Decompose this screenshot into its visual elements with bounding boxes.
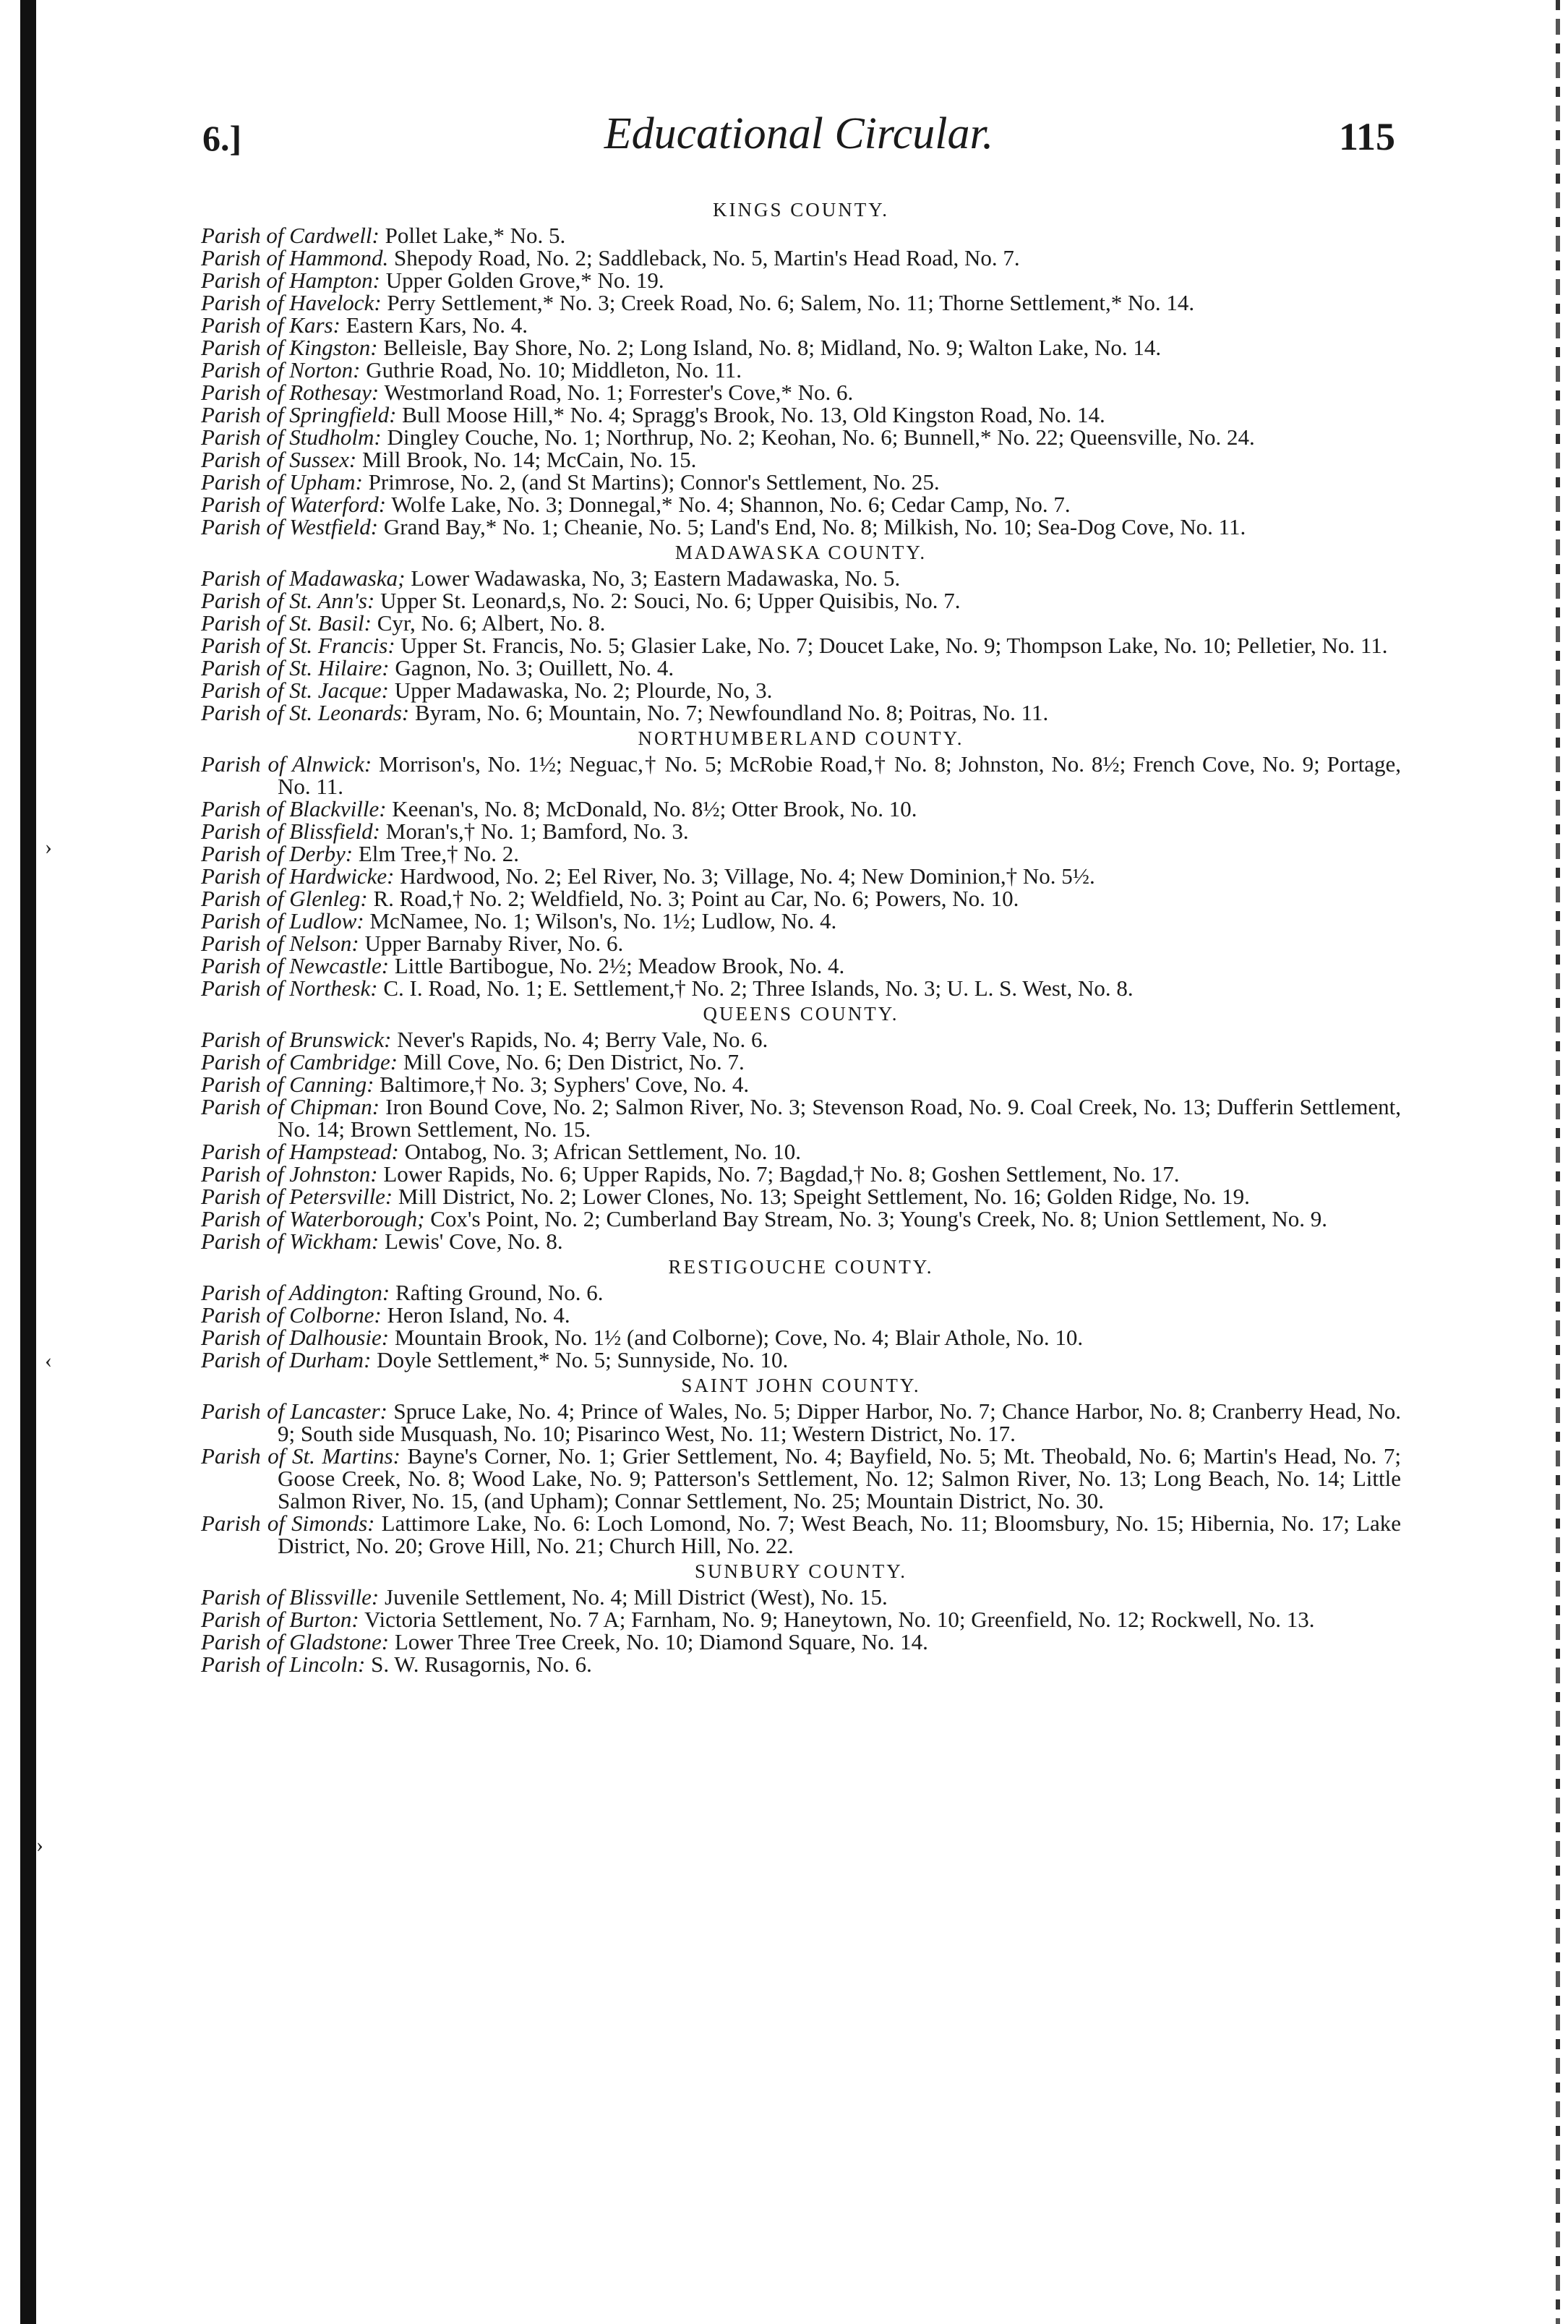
parish-entry: [201, 381, 1401, 403]
parish-name: Parish of Blissfield:: [201, 819, 380, 844]
school-districts: Spruce Lake, No. 4; Prince of Wales, No. 5; Dipper Harbor, No. 7; Chance Harbor, No. 8; Cranberry Head, No. 9; South side Musquash, No. 10; Pisarinco West, No. 11; Western District, No. 17.: [278, 1398, 1401, 1446]
parish-entry: [201, 1163, 1401, 1185]
parish-name: Parish of St. Jacque:: [201, 678, 390, 703]
parish-name: Parish of Upham:: [201, 469, 363, 495]
parish-name: Parish of Addington:: [201, 1280, 390, 1305]
parish-name: Parish of Cardwell:: [201, 223, 380, 248]
parish-name: Parish of Cambridge:: [201, 1049, 398, 1075]
parish-entry: [201, 842, 1401, 865]
parish-name: Parish of Madawaska;: [201, 565, 406, 591]
school-districts: Little Bartibogue, No. 2½; Meadow Brook, No. 4.: [394, 953, 845, 978]
school-districts: Iron Bound Cove, No. 2; Salmon River, No. 3; Stevenson Road, No. 9. Coal Creek, No. 13; Dufferin Settlement, No. 14; Brown Settlement, No. 15.: [278, 1094, 1401, 1142]
parish-name: Parish of Canning:: [201, 1072, 374, 1097]
parish-entry: [201, 1230, 1401, 1252]
county-heading: SUNBURY COUNTY.: [694, 1560, 908, 1582]
parish-entry: [201, 1349, 1401, 1371]
school-districts: Heron Island, No. 4.: [387, 1302, 570, 1328]
school-districts: Bayne's Corner, No. 1; Grier Settlement, No. 4; Bayfield, No. 5; Mt. Theobald, No. 6; Martin's Head, No. 7; Goose Creek, No. 8; Wood Lake, No. 9; Patterson's Settlement, No. 12; Salmon River, No. 13; Long Beach, No. 14; Little Salmon River, No. 15, (and Upham); Connar Settlement, No. 25; Mountain District, No. 30.: [278, 1443, 1401, 1513]
parish-entry: [201, 1586, 1401, 1608]
parish-name: Parish of St. Francis:: [201, 633, 395, 658]
school-districts: Lattimore Lake, No. 6: Loch Lomond, No. 7; West Beach, No. 11; Bloomsbury, No. 15; Hibernia, No. 17; Lake District, No. 20; Grove Hill, No. 21; Church Hill, No. 22.: [278, 1511, 1401, 1558]
parish-name: Parish of Northesk:: [201, 975, 378, 1001]
school-districts: Upper Golden Grove,* No. 19.: [385, 268, 664, 293]
parish-entry: [201, 634, 1401, 657]
parish-entry: [201, 820, 1401, 842]
school-districts: Pollet Lake,* No. 5.: [385, 223, 566, 248]
school-districts: Baltimore,† No. 3; Syphers' Cove, No. 4.: [380, 1072, 750, 1097]
school-districts: C. I. Road, No. 1; E. Settlement,† No. 2; Three Islands, No. 3; U. L. S. West, No. 8.: [383, 975, 1134, 1001]
parish-name: Parish of Havelock:: [201, 290, 382, 315]
school-districts: R. Road,† No. 2; Weldfield, No. 3; Point au Car, No. 6; Powers, No. 10.: [373, 886, 1019, 911]
parish-entry: [201, 224, 1401, 247]
parish-name: Parish of Colborne:: [201, 1302, 382, 1328]
county-heading: RESTIGOUCHE COUNTY.: [668, 1256, 934, 1278]
page-header: [202, 108, 1395, 174]
parish-entry: [201, 612, 1401, 634]
school-districts: Mill Cove, No. 6; Den District, No. 7.: [403, 1049, 745, 1075]
parish-name: Parish of Kingston:: [201, 335, 378, 360]
page-right-edge: [1556, 0, 1560, 2324]
page-number: 115: [1338, 115, 1395, 158]
school-districts: Perry Settlement,* No. 3; Creek Road, No. 6; Salem, No. 11; Thorne Settlement,* No. 14.: [387, 290, 1195, 315]
parish-name: Parish of Newcastle:: [201, 953, 390, 978]
parish-entry: [201, 247, 1401, 269]
county-heading: QUEENS COUNTY.: [703, 1003, 899, 1025]
school-districts: Mill District, No. 2; Lower Clones, No. 13; Speight Settlement, No. 16; Golden Ridge, No. 19.: [398, 1184, 1250, 1209]
school-districts: Upper Madawaska, No. 2; Plourde, No, 3.: [394, 678, 773, 703]
school-districts: Keenan's, No. 8; McDonald, No. 8½; Otter Brook, No. 10.: [392, 796, 917, 821]
school-districts: Grand Bay,* No. 1; Cheanie, No. 5; Land's End, No. 8; Milkish, No. 10; Sea-Dog Cove, No. 11.: [383, 514, 1246, 539]
school-districts: Wolfe Lake, No. 3; Donnegal,* No. 4; Shannon, No. 6; Cedar Camp, No. 7.: [391, 492, 1071, 517]
parish-name: Parish of St. Basil:: [201, 610, 372, 636]
parish-name: Parish of Lancaster:: [201, 1398, 387, 1424]
page-binding-edge: [20, 0, 36, 2324]
parish-name: Parish of Hammond.: [201, 245, 389, 270]
parish-name: Parish of Waterford:: [201, 492, 387, 517]
county-heading: MADAWASKA COUNTY.: [674, 542, 927, 563]
margin-mark: ›: [36, 1833, 43, 1857]
parish-entry: [201, 910, 1401, 932]
parish-name: Parish of St. Ann's:: [201, 588, 375, 613]
county-heading: NORTHUMBERLAND COUNTY.: [638, 727, 964, 749]
school-districts: Mountain Brook, No. 1½ (and Colborne); Cove, No. 4; Blair Athole, No. 10.: [394, 1325, 1084, 1350]
parish-name: Parish of Westfield:: [201, 514, 379, 539]
parish-entry: [201, 1326, 1401, 1349]
parish-entry: [201, 493, 1401, 516]
parish-entry: [201, 567, 1401, 589]
parish-name: Parish of Blissville:: [201, 1584, 380, 1610]
parish-name: Parish of Nelson:: [201, 931, 359, 956]
parish-entry: [201, 403, 1401, 426]
parish-listing: [201, 195, 1401, 1675]
parish-entry: [201, 1140, 1401, 1163]
parish-name: Parish of Chipman:: [201, 1094, 380, 1119]
school-districts: Lewis' Cove, No. 8.: [385, 1229, 563, 1254]
parish-entry: [201, 1051, 1401, 1073]
parish-name: Parish of Gladstone:: [201, 1629, 390, 1654]
parish-name: Parish of Hardwicke:: [201, 863, 395, 889]
school-districts: Guthrie Road, No. 10; Middleton, No. 11.: [366, 357, 742, 383]
county-heading: SAINT JOHN COUNTY.: [681, 1375, 921, 1396]
parish-name: Parish of Simonds:: [201, 1511, 375, 1536]
margin-mark: ‹: [45, 1349, 52, 1372]
running-title: Educational Circular.: [604, 109, 994, 158]
school-districts: Lower Wadawaska, No, 3; Eastern Madawaska, No. 5.: [411, 565, 901, 591]
school-districts: Dingley Couche, No. 1; Northrup, No. 2; Keohan, No. 6; Bunnell,* No. 22; Queensville, No. 24.: [387, 424, 1255, 450]
school-districts: Doyle Settlement,* No. 5; Sunnyside, No. 10.: [377, 1347, 789, 1372]
parish-entry: [201, 314, 1401, 336]
parish-name: Parish of Kars:: [201, 312, 340, 338]
school-districts: Westmorland Road, No. 1; Forrester's Cove,* No. 6.: [384, 380, 854, 405]
parish-entry: [201, 336, 1401, 359]
school-districts: Rafting Ground, No. 6.: [395, 1280, 604, 1305]
parish-entry: [201, 865, 1401, 887]
parish-entry: [201, 269, 1401, 291]
parish-entry: [201, 516, 1401, 538]
parish-name: Parish of Studholm:: [201, 424, 382, 450]
school-districts: Elm Tree,† No. 2.: [358, 841, 520, 866]
parish-name: Parish of Dalhousie:: [201, 1325, 390, 1350]
school-districts: Ontabog, No. 3; African Settlement, No. 10.: [404, 1139, 802, 1164]
margin-mark: ›: [45, 835, 52, 859]
school-districts: Juvenile Settlement, No. 4; Mill District (West), No. 15.: [385, 1584, 888, 1610]
parish-name: Parish of Brunswick:: [201, 1027, 392, 1052]
parish-entry: [201, 701, 1401, 724]
parish-name: Parish of St. Martins:: [201, 1443, 400, 1469]
parish-name: Parish of St. Hilaire:: [201, 655, 390, 680]
school-districts: Cyr, No. 6; Albert, No. 8.: [377, 610, 606, 636]
parish-name: Parish of Durham:: [201, 1347, 372, 1372]
parish-name: Parish of Glenleg:: [201, 886, 368, 911]
parish-entry: [201, 1608, 1401, 1631]
school-districts: Upper Barnaby River, No. 6.: [364, 931, 624, 956]
parish-entry: [201, 954, 1401, 977]
parish-entry: [201, 359, 1401, 381]
school-districts: Primrose, No. 2, (and St Martins); Connor's Settlement, No. 25.: [368, 469, 940, 495]
school-districts: S. W. Rusagornis, No. 6.: [371, 1652, 592, 1677]
parish-entry: [201, 932, 1401, 954]
school-districts: Never's Rapids, No. 4; Berry Vale, No. 6.: [397, 1027, 768, 1052]
school-districts: Upper St. Leonard,s, No. 2: Souci, No. 6; Upper Quisibis, No. 7.: [380, 588, 961, 613]
school-districts: Victoria Settlement, No. 7 A; Farnham, No. 9; Haneytown, No. 10; Greenfield, No. 12; Rockwell, No. 13.: [364, 1607, 1315, 1632]
school-districts: Cox's Point, No. 2; Cumberland Bay Stream, No. 3; Young's Creek, No. 8; Union Settlement, No. 9.: [430, 1206, 1328, 1231]
parish-entry: [201, 1208, 1401, 1230]
parish-entry: [201, 426, 1401, 448]
parish-entry: [201, 1281, 1401, 1304]
parish-entry: [201, 753, 1401, 798]
parish-name: Parish of Petersville:: [201, 1184, 393, 1209]
parish-entry: [201, 1185, 1401, 1208]
parish-entry: [201, 471, 1401, 493]
parish-name: Parish of Lincoln:: [201, 1652, 366, 1677]
parish-name: Parish of Blackville:: [201, 796, 387, 821]
school-districts: Hardwood, No. 2; Eel River, No. 3; Village, No. 4; New Dominion,† No. 5½.: [400, 863, 1095, 889]
parish-entry: [201, 798, 1401, 820]
parish-entry: [201, 1653, 1401, 1675]
parish-entry: [201, 1304, 1401, 1326]
school-districts: Moran's,† No. 1; Bamford, No. 3.: [385, 819, 689, 844]
section-number: 6.]: [202, 118, 242, 158]
parish-name: Parish of Wickham:: [201, 1229, 380, 1254]
school-districts: Eastern Kars, No. 4.: [346, 312, 528, 338]
parish-entry: [201, 887, 1401, 910]
parish-name: Parish of Johnston:: [201, 1161, 378, 1187]
parish-name: Parish of Alnwick:: [201, 751, 372, 777]
school-districts: Upper St. Francis, No. 5; Glasier Lake, No. 7; Doucet Lake, No. 9; Thompson Lake, No. 10; Pelletier, No. 11.: [400, 633, 1388, 658]
school-districts: Bull Moose Hill,* No. 4; Spragg's Brook, No. 13, Old Kingston Road, No. 14.: [402, 402, 1105, 427]
parish-name: Parish of Burton:: [201, 1607, 359, 1632]
school-districts: Byram, No. 6; Mountain, No. 7; Newfoundland No. 8; Poitras, No. 11.: [414, 700, 1049, 725]
school-districts: Lower Three Tree Creek, No. 10; Diamond Square, No. 14.: [394, 1629, 928, 1654]
parish-entry: [201, 1400, 1401, 1445]
school-districts: Mill Brook, No. 14; McCain, No. 15.: [362, 447, 697, 472]
parish-name: Parish of Derby:: [201, 841, 354, 866]
parish-entry: [201, 448, 1401, 471]
parish-entry: [201, 589, 1401, 612]
parish-entry: [201, 1073, 1401, 1095]
parish-name: Parish of Sussex:: [201, 447, 357, 472]
parish-name: Parish of St. Leonards:: [201, 700, 410, 725]
school-districts: Morrison's, No. 1½; Neguac,† No. 5; McRobie Road,† No. 8; Johnston, No. 8½; French Cove, No. 9; Portage, No. 11.: [278, 751, 1401, 799]
school-districts: McNamee, No. 1; Wilson's, No. 1½; Ludlow, No. 4.: [369, 908, 837, 934]
parish-entry: [201, 291, 1401, 314]
school-districts: Shepody Road, No. 2; Saddleback, No. 5, Martin's Head Road, No. 7.: [393, 245, 1020, 270]
parish-name: Parish of Rothesay:: [201, 380, 380, 405]
parish-name: Parish of Ludlow:: [201, 908, 364, 934]
county-heading: KINGS COUNTY.: [712, 199, 890, 221]
parish-name: Parish of Norton:: [201, 357, 361, 383]
school-districts: Lower Rapids, No. 6; Upper Rapids, No. 7; Bagdad,† No. 8; Goshen Settlement, No. 17.: [383, 1161, 1180, 1187]
parish-name: Parish of Springfield:: [201, 402, 397, 427]
parish-name: Parish of Hampstead:: [201, 1139, 399, 1164]
parish-entry: [201, 1095, 1401, 1140]
parish-entry: [201, 1631, 1401, 1653]
parish-entry: [201, 1028, 1401, 1051]
parish-entry: [201, 657, 1401, 679]
parish-entry: [201, 977, 1401, 999]
parish-name: Parish of Waterborough;: [201, 1206, 425, 1231]
parish-entry: [201, 679, 1401, 701]
parish-entry: [201, 1445, 1401, 1512]
parish-entry: [201, 1512, 1401, 1557]
school-districts: Gagnon, No. 3; Ouillett, No. 4.: [395, 655, 674, 680]
school-districts: Belleisle, Bay Shore, No. 2; Long Island, No. 8; Midland, No. 9; Walton Lake, No. 14.: [383, 335, 1162, 360]
parish-name: Parish of Hampton:: [201, 268, 380, 293]
